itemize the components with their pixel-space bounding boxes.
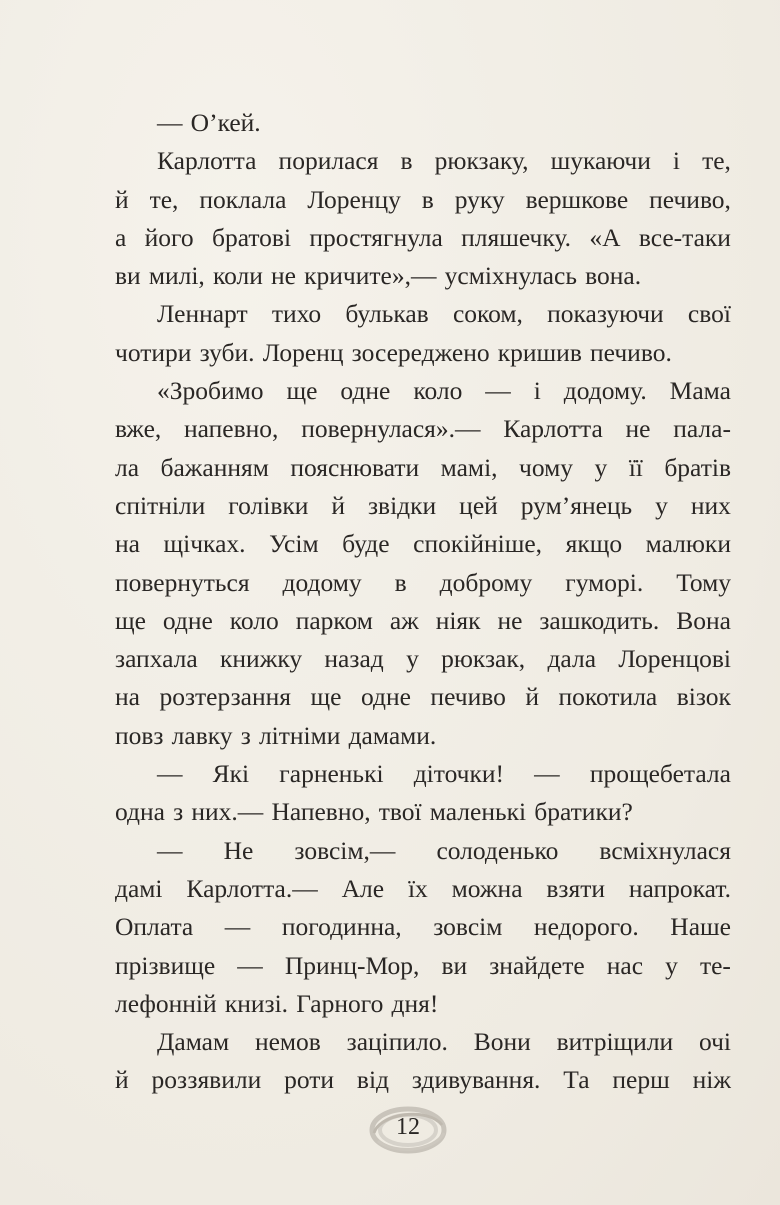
word: лавку — [171, 720, 233, 750]
text-line — [115, 410, 731, 448]
word: дамами. — [348, 720, 437, 750]
word: літніми — [258, 720, 341, 750]
word: рум’янець — [520, 490, 633, 520]
word: Гарного — [296, 988, 384, 1018]
word: вершкове — [525, 184, 629, 214]
word: те- — [699, 950, 731, 980]
word: і — [672, 146, 681, 176]
word: шукаючи — [550, 146, 651, 176]
word: на — [115, 682, 140, 712]
word: коло — [229, 605, 279, 635]
word: додому — [282, 567, 362, 597]
word: кричите»,— — [304, 261, 437, 291]
word: не — [497, 605, 523, 635]
text-line — [115, 870, 731, 908]
text-line — [115, 908, 731, 946]
word: одна — [115, 797, 165, 827]
word: і — [533, 376, 541, 406]
word: покотила — [558, 682, 658, 712]
word: його — [144, 222, 194, 252]
word: Оплата — [115, 912, 194, 942]
word: маленькі — [429, 797, 527, 827]
word: дамі — [115, 873, 163, 903]
word: дня! — [391, 988, 439, 1018]
text-line — [115, 104, 731, 142]
word: Не — [223, 835, 254, 865]
word: немов — [254, 1027, 321, 1057]
word: ви — [115, 261, 141, 291]
word: повз — [115, 720, 164, 750]
word: порилася — [278, 146, 379, 176]
text-line — [115, 449, 731, 487]
word: братів — [664, 452, 731, 482]
word: вона. — [585, 261, 642, 291]
word: взяти — [546, 873, 606, 903]
word: всміхнулася — [599, 835, 731, 865]
word: погодинна, — [281, 912, 402, 942]
word: здивування. — [411, 1065, 541, 1095]
word: перш — [612, 1065, 670, 1095]
word: коло — [413, 376, 463, 406]
word: вже, — [115, 414, 162, 444]
word: буде — [342, 529, 390, 559]
word: тихо — [271, 299, 322, 329]
text-line — [115, 334, 731, 372]
word: повернуться — [115, 567, 250, 597]
word: щічках. — [163, 529, 246, 559]
word: Карлотта — [157, 146, 257, 176]
word: очі — [699, 1027, 731, 1057]
text-line — [115, 487, 731, 525]
word: поклала — [199, 184, 287, 214]
word: у — [406, 644, 419, 674]
text-line — [115, 181, 731, 219]
word: те, — [702, 146, 731, 176]
word: одне — [360, 682, 411, 712]
word: все-таки — [638, 222, 731, 252]
word: зовсім — [433, 912, 503, 942]
word: й — [115, 184, 129, 214]
word: — — [157, 759, 183, 789]
word: братові — [211, 222, 292, 252]
word: булькав — [345, 299, 429, 329]
word: доброму — [439, 567, 533, 597]
word: її — [628, 452, 643, 482]
word: Та — [563, 1065, 590, 1095]
word: — — [157, 108, 183, 137]
word: Лоренц — [262, 337, 344, 367]
word: ще — [310, 682, 342, 712]
word: твої — [378, 797, 422, 827]
word: Напевно, — [271, 797, 371, 827]
word: недорого. — [533, 912, 639, 942]
word: роззявили — [151, 1065, 262, 1095]
word: парком — [295, 605, 373, 635]
word: напрокат. — [628, 873, 731, 903]
word: книжку — [220, 644, 303, 674]
word: звідки — [367, 490, 437, 520]
word: — — [157, 835, 183, 865]
word: — — [237, 950, 263, 980]
text-line — [115, 793, 731, 831]
word: Принц-Мор, — [284, 950, 420, 980]
word: свої — [687, 299, 731, 329]
word: гарненькі — [279, 759, 384, 789]
word: них.— — [191, 797, 264, 827]
word: солоденько — [436, 835, 559, 865]
page-footer — [0, 1100, 780, 1160]
word: ви — [441, 950, 468, 980]
word: одне — [340, 376, 391, 406]
word: запхала — [115, 644, 198, 674]
word: простягнула — [309, 222, 443, 252]
word: книзі. — [224, 988, 289, 1018]
text-line — [115, 755, 731, 793]
word: ла — [115, 452, 140, 482]
word: милі, — [148, 261, 205, 291]
word: чотири — [115, 337, 192, 367]
word: назад — [324, 644, 384, 674]
word: — — [485, 376, 511, 406]
word: розтерзання — [159, 682, 291, 712]
word: у — [665, 950, 678, 980]
word: рюкзак, — [441, 644, 526, 674]
word: заціпило. — [346, 1027, 448, 1057]
text-line — [115, 142, 731, 180]
word: з — [173, 797, 184, 827]
text-line — [115, 985, 731, 1023]
word: малюки — [645, 529, 731, 559]
word: — — [224, 912, 251, 942]
word: в — [394, 567, 407, 597]
text-line — [115, 717, 731, 755]
word: руку — [454, 184, 505, 214]
text-line — [115, 564, 731, 602]
word: прізвище — [115, 950, 216, 980]
word: від — [356, 1065, 390, 1095]
word: — — [534, 759, 560, 789]
word: них — [690, 490, 731, 520]
text-line — [115, 602, 731, 640]
word: й — [525, 682, 539, 712]
word: можна — [451, 873, 523, 903]
text-line — [115, 640, 731, 678]
word: гуморі. — [565, 567, 644, 597]
word: додому. — [563, 376, 647, 406]
text-line — [115, 1023, 731, 1061]
word: печиво, — [649, 184, 731, 214]
word: бажанням — [160, 452, 269, 482]
word: на — [115, 529, 140, 559]
word: ще — [286, 376, 318, 406]
word: зуби. — [199, 337, 255, 367]
page-number: 12 — [396, 1114, 420, 1140]
word: Леннарт — [157, 299, 248, 329]
word: Вона — [676, 605, 731, 635]
word: лефонній — [115, 988, 217, 1018]
word: пояснювати — [290, 452, 420, 482]
word: якщо — [565, 529, 623, 559]
word: Карлотта.— — [186, 873, 318, 903]
word: О’кей. — [190, 108, 261, 137]
word: пала- — [673, 414, 731, 444]
word: повернулася».— — [301, 414, 481, 444]
word: прощебетала — [589, 759, 731, 789]
word: ніж — [692, 1065, 731, 1095]
text-line — [115, 525, 731, 563]
word: усміхнулась — [444, 261, 577, 291]
word: печиво — [430, 682, 506, 712]
word: ніяк — [435, 605, 481, 635]
word: коли — [212, 261, 263, 291]
word: з — [240, 720, 251, 750]
word: показуючи — [547, 299, 664, 329]
word: соком, — [452, 299, 523, 329]
word: зовсім,— — [294, 835, 396, 865]
word: в — [421, 184, 434, 214]
word: печиво. — [590, 337, 672, 367]
word: не — [625, 414, 651, 444]
word: візок — [676, 682, 731, 712]
word: братики? — [534, 797, 633, 827]
word: чому — [519, 452, 573, 482]
word: рюкзаку, — [434, 146, 529, 176]
body-text — [115, 104, 731, 1100]
text-line — [115, 257, 731, 295]
word: дала — [547, 644, 597, 674]
text-line — [115, 1061, 731, 1099]
text-line — [115, 678, 731, 716]
word: аж — [389, 605, 419, 635]
word: «А — [589, 222, 621, 252]
word: нас — [606, 950, 644, 980]
word: роти — [284, 1065, 335, 1095]
word: Мама — [669, 376, 731, 406]
word: напевно, — [184, 414, 279, 444]
text-line — [115, 295, 731, 333]
word: Дамам — [157, 1027, 230, 1057]
text-line — [115, 372, 731, 410]
text-line — [115, 832, 731, 870]
word: Лоренцу — [307, 184, 401, 214]
word: їх — [407, 873, 428, 903]
text-line — [115, 947, 731, 985]
word: пляшечку. — [461, 222, 571, 252]
word: діточки! — [413, 759, 505, 789]
word: Тому — [676, 567, 731, 597]
word: не — [271, 261, 296, 291]
word: «Зробимо — [157, 376, 264, 406]
word: цей — [459, 490, 498, 520]
word: спітніли — [115, 490, 206, 520]
word: зашкодить. — [539, 605, 660, 635]
word: у — [594, 452, 608, 482]
text-line — [115, 219, 731, 257]
word: Наше — [670, 912, 731, 942]
word: мамі, — [440, 452, 498, 482]
word: одне — [162, 605, 213, 635]
word: те, — [149, 184, 179, 214]
word: Карлотта — [503, 414, 603, 444]
word: знайдете — [489, 950, 585, 980]
word: ще — [115, 605, 146, 635]
word: й — [331, 490, 346, 520]
word: кришив — [497, 337, 582, 367]
word: а — [115, 222, 127, 252]
word: витріщили — [556, 1027, 674, 1057]
word: Але — [341, 873, 385, 903]
word: Усім — [269, 529, 319, 559]
word: Які — [212, 759, 250, 789]
word: голівки — [228, 490, 309, 520]
word: в — [400, 146, 413, 176]
word: у — [655, 490, 668, 520]
word: Вони — [473, 1027, 531, 1057]
word: й — [115, 1065, 129, 1095]
word: спокійніше, — [413, 529, 543, 559]
word: зосереджено — [351, 337, 490, 367]
word: Лоренцові — [618, 644, 731, 674]
